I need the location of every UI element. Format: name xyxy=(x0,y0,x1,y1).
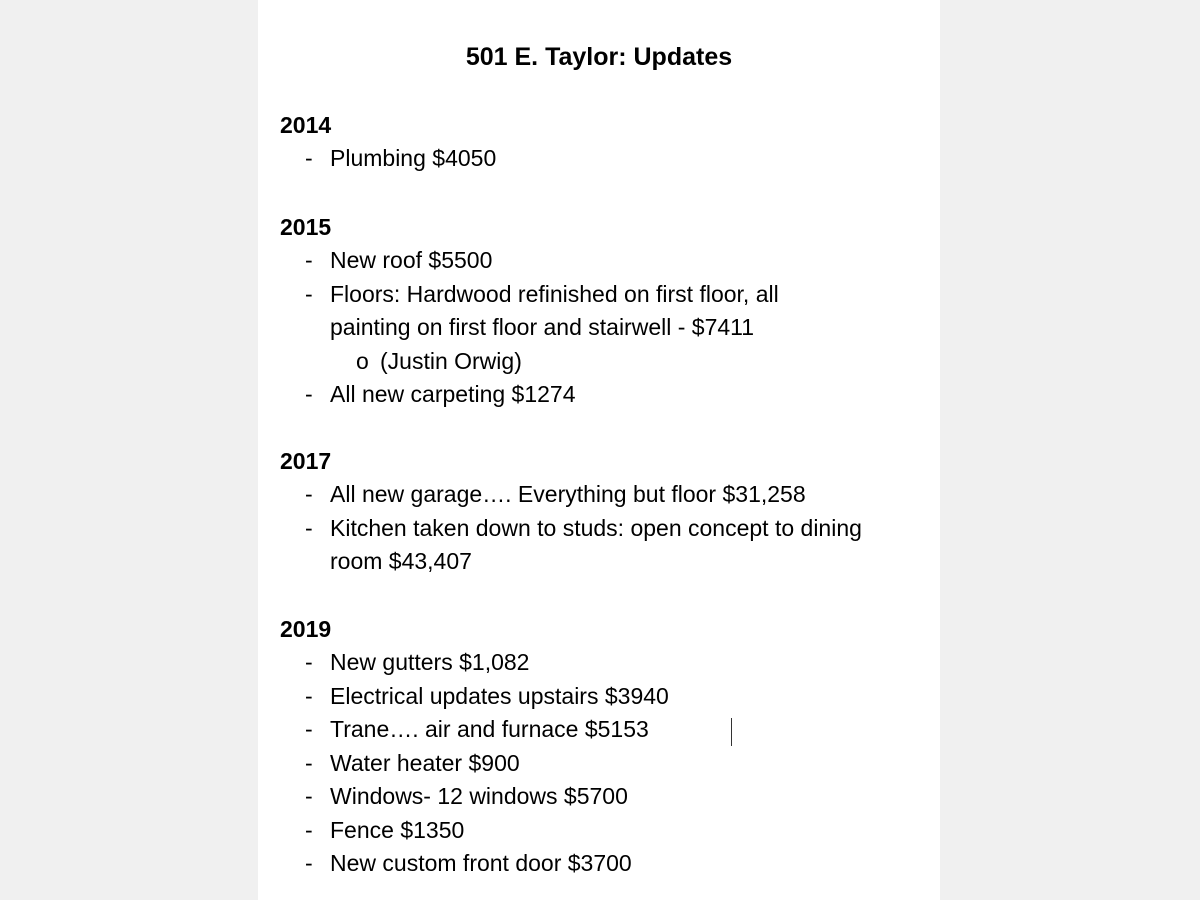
text-cursor xyxy=(731,718,732,746)
item-text: Trane…. air and furnace $5153 xyxy=(330,716,649,742)
dash-bullet: - xyxy=(305,783,313,809)
item-text: Fence $1350 xyxy=(330,816,465,843)
circle-bullet: o xyxy=(356,347,369,374)
item-list xyxy=(280,646,930,881)
dash-bullet: - xyxy=(305,280,313,307)
list-item xyxy=(280,142,930,176)
list-item xyxy=(280,512,930,579)
item-text: New custom front door $3700 xyxy=(330,850,632,876)
year-heading: 2015 xyxy=(280,214,332,240)
section-2017 xyxy=(280,444,930,579)
dash-bullet: - xyxy=(305,816,313,843)
item-text: Plumbing $4050 xyxy=(330,145,497,171)
section-2015 xyxy=(280,210,930,412)
list-item xyxy=(280,780,930,814)
item-text: New roof $5500 xyxy=(330,247,493,273)
dash-bullet: - xyxy=(305,514,313,541)
dash-bullet: - xyxy=(305,749,313,776)
list-item xyxy=(280,680,930,714)
item-text: All new carpeting $1274 xyxy=(330,381,576,407)
dash-bullet: - xyxy=(305,649,313,675)
list-item xyxy=(280,646,930,680)
sub-item-text: (Justin Orwig) xyxy=(380,347,522,374)
list-item xyxy=(280,814,930,848)
document-title: 501 E. Taylor: Updates xyxy=(465,43,733,71)
item-list xyxy=(280,142,930,176)
dash-bullet: - xyxy=(305,682,313,709)
dash-bullet: - xyxy=(305,481,313,507)
item-text: Windows- 12 windows $5700 xyxy=(330,783,628,809)
item-text: All new garage…. Everything but floor $31,258 xyxy=(330,481,806,507)
item-text: Kitchen taken down to studs: open concept to dining room $43,407 xyxy=(330,514,862,574)
year-heading: 2019 xyxy=(280,616,332,642)
list-item xyxy=(280,478,930,512)
item-text: New gutters $1,082 xyxy=(330,649,530,675)
sub-list-item xyxy=(280,345,930,379)
item-list xyxy=(280,478,930,579)
dash-bullet: - xyxy=(305,850,313,876)
dash-bullet: - xyxy=(305,247,313,273)
section-2014 xyxy=(280,108,930,176)
item-text: Floors: Hardwood refinished on first floor, all painting on first floor and stairwell - $7411 xyxy=(330,280,779,340)
dash-bullet: - xyxy=(305,381,313,407)
document-page xyxy=(258,0,940,900)
list-item xyxy=(280,378,930,412)
list-item xyxy=(280,713,930,747)
list-item xyxy=(280,747,930,781)
list-item xyxy=(280,244,930,278)
section-2019 xyxy=(280,612,930,881)
list-item xyxy=(280,278,930,345)
list-item xyxy=(280,847,930,881)
dash-bullet: - xyxy=(305,716,313,742)
item-list xyxy=(280,244,930,412)
year-heading: 2017 xyxy=(280,448,332,474)
year-heading: 2014 xyxy=(280,112,332,138)
item-text: Water heater $900 xyxy=(330,749,520,776)
item-text: Electrical updates upstairs $3940 xyxy=(330,682,669,709)
dash-bullet: - xyxy=(305,145,313,171)
